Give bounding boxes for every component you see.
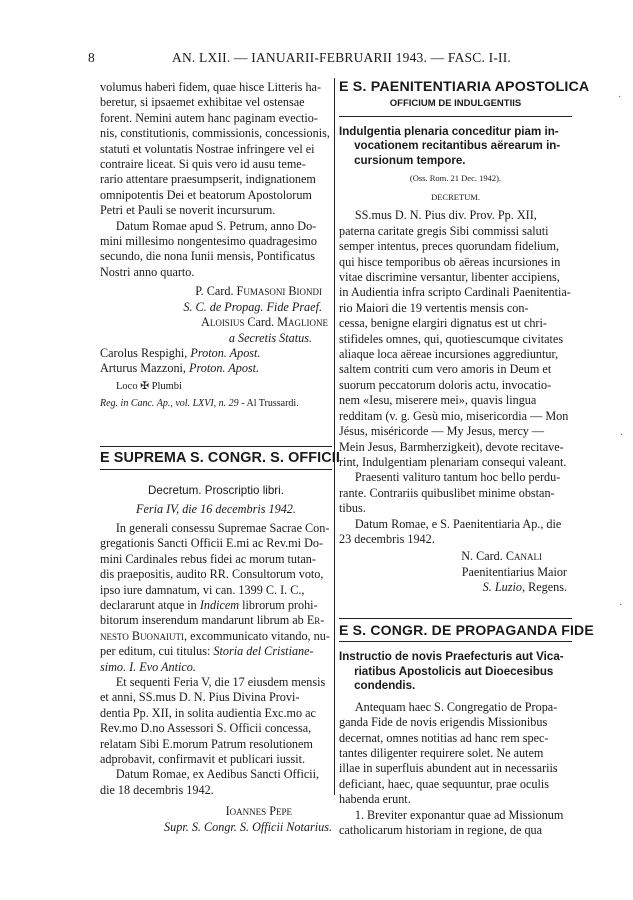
decretum-proscriptio: Decretum. Proscriptio libri.: [148, 483, 284, 497]
text-line: aliaque loca aëreae incursiones aggrediuntur,: [339, 347, 559, 362]
text-line: Nostri anno quarto.: [100, 264, 195, 279]
paenitentiaria-signature: [339, 549, 572, 595]
indulgentia-heading: [339, 125, 572, 169]
text-line: mini millesimo nongentesimo quadragesimo: [100, 234, 317, 249]
signature-luzio: S. Luzio, Regens.: [482, 580, 567, 595]
text-line: statuti et voluntatis Nostrae infringere vel ei: [100, 141, 315, 156]
text-line: bitorum inserendum mandarunt librum ab Er-: [100, 613, 325, 628]
text-line: suorum peccatorum doloris actu, invocatio-: [339, 377, 552, 392]
text-line: semper intentus, preces quorundam fidelium,: [339, 239, 559, 254]
text-line: declararunt atque in Indicem librorum prohi-: [100, 597, 318, 612]
text-line: cessa, benigne elargiri dignatus est ut chri-: [339, 316, 547, 331]
edge-speck: ·: [619, 600, 623, 611]
section-title-propaganda-fide: E S. CONGR. DE PROPAGANDA FIDE: [339, 618, 572, 642]
text-line: In generali consessu Supremae Sacrae Con-: [115, 520, 330, 535]
text-line: redditam (v. g. Gesù mio, misericordia — Mon: [339, 408, 569, 423]
text-line: Jésus, miséricorde — My Jesus, mercy —: [339, 424, 545, 439]
text-line: Antequam haec S. Congregatio de Propa-: [354, 699, 558, 714]
text-line: adprobavit, confirmavit et publicari iussit.: [100, 752, 306, 767]
text-line: omnipotentis Dei et beatorum Apostolorum: [100, 187, 312, 202]
text-line: volumus haberi fidem, quae hisce Litteris ha-: [100, 80, 321, 94]
edge-speck: ·: [620, 430, 624, 441]
text-line: simo. I. Evo Antico.: [100, 659, 196, 674]
officium-indulgentiis: OFFICIUM DE INDULGENTIIS: [389, 98, 522, 110]
text-line: 1. Breviter exponantur quae ad Missionum: [354, 807, 564, 822]
signature-fumasoni: P. Card. Fumasoni Biondi: [195, 284, 322, 299]
loco-plumbi: Loco ✠ Plumbi: [116, 380, 182, 392]
text-line: beretur, si ipsaemet exhibitae vel ostensae: [100, 95, 305, 110]
text-line: Datum Romae, e S. Paenitentiaria Ap., die: [354, 516, 562, 531]
text-line: SS.mus D. N. Pius div. Prov. Pp. XII,: [354, 208, 537, 223]
text-line: mini Cardinales rebus fidei ac morum tutan-: [100, 551, 316, 566]
text-line: ipso iure damnatum, vi can. 1399 C. I. C.,: [100, 582, 305, 597]
signature-maglione-title: a Secretis Status.: [228, 330, 312, 345]
signature-canali: N. Card. Canali: [461, 549, 542, 564]
signature-maglione: Aloisius Card. Maglione: [201, 315, 328, 330]
text-line: condendis.: [354, 679, 416, 693]
text-line: vitae discrimine versantur, libenter accipiens,: [339, 270, 560, 285]
officii-paragraph-1: [100, 521, 332, 675]
paenitentiaria-paragraph-3: [339, 517, 572, 548]
text-line: in Audientia infra scripto Cardinali Paenitentia-: [339, 285, 571, 300]
letter-continuation: [100, 80, 332, 219]
text-line: rante. Contrariis quibuslibet minime obstan-: [339, 485, 555, 500]
text-line: tantes diligenter requirere solet. Ne autem: [339, 745, 544, 760]
text-line: forent. Nemini autem hanc paginam evectio-: [100, 110, 318, 125]
text-line: tibus.: [339, 501, 366, 516]
text-line: rio Maiori die 19 vertentis mensis con-: [339, 300, 529, 315]
text-line: contraire liceat. Si quis vero id ausu teme-: [100, 157, 306, 172]
text-line: paterna caritate gregis Sibi commissi saluti: [339, 223, 549, 238]
text-line: decernat, omnes notitias ad hanc rem spec-: [339, 730, 549, 745]
running-head: AN. LXII. — IANUARII-FEBRUARII 1943. — FASC. I-II.: [172, 50, 511, 65]
text-line: nem «Iesu, miserere mei», quavis lingua: [339, 393, 537, 408]
text-line: Datum Romae, ex Aedibus Sancti Officii,: [115, 767, 320, 782]
left-column: [100, 80, 340, 835]
text-line: dentia Pp. XII, in solita audientia Exc.mo ac: [100, 705, 316, 720]
text-line: vocationem recitantibus aërearum in-: [354, 139, 561, 153]
paenitentiaria-paragraph-2: [339, 470, 572, 516]
letter-datum: [100, 219, 332, 281]
signature-canali-title: Paenitentiarius Maior: [461, 564, 567, 579]
text-line: et anni, SS.mus D. N. Pius Divina Provi-: [100, 690, 300, 705]
text-line: illae in superfluis abundent aut in necessariis: [339, 761, 558, 776]
paenitentiaria-paragraph-1: [339, 208, 572, 470]
propaganda-paragraph-1: [339, 700, 572, 808]
text-line: nis, constitutionis, commissionis, concessionis,: [100, 126, 330, 141]
text-line: habenda erunt.: [339, 792, 411, 807]
text-line: nesto Buonaiuti, excommunicato vitando, nu-: [100, 628, 330, 643]
text-line: Praesenti valituro tantum hoc bello perdu-: [354, 470, 561, 485]
column-rule: [334, 78, 335, 795]
text-line: relatam Sibi E.morum Patrum resolutionem: [100, 736, 313, 751]
text-line: dis praepositis, audito RR. Consultorum voto,: [100, 567, 324, 582]
signature-mazzoni: Arturus Mazzoni, Proton. Apost.: [100, 361, 260, 376]
text-line: catholicarum historiam in regione, de qua: [339, 823, 543, 837]
edge-speck: ·: [618, 92, 622, 103]
text-line: secundo, die nona Iunii mensis, Pontificatus: [100, 249, 315, 264]
officii-paragraph-3: [100, 767, 332, 798]
signature-fumasoni-title: S. C. de Propag. Fide Praef.: [183, 299, 322, 314]
text-line: Mein Jesus, Barmherzigkeit), devote recitave-: [339, 439, 564, 454]
signature-respighi: Carolus Respighi, Proton. Apost.: [100, 345, 261, 360]
propaganda-paragraph-2: [339, 808, 572, 839]
text-line: stifideles omnes, qui, quotiescumque civitates: [339, 331, 564, 346]
text-line: 23 decembris 1942.: [339, 531, 435, 546]
decretum-label: DECRETUM.: [431, 192, 480, 202]
text-line: Et sequenti Feria V, die 17 eiusdem mensis: [115, 675, 326, 689]
registry-note: Reg. in Canc. Ap., vol. LXVI, n. 29 - Al Trussardi.: [100, 398, 299, 410]
officii-paragraph-2: [100, 675, 332, 767]
page-header: [0, 50, 633, 70]
instructio-heading: [339, 650, 572, 694]
signature-pepe-title: Supr. S. Congr. S. Officii Notarius.: [164, 819, 332, 834]
text-line: ganda Fide de novis erigendis Missionibus: [339, 715, 548, 730]
section-title-paenitentiaria: E S. PAENITENTIARIA APOSTOLICA: [339, 79, 590, 95]
page-number: 8: [88, 50, 95, 65]
text-line: gregationis Sancti Officii E.mi ac Rev.mi Do-: [100, 536, 324, 551]
text-line: Datum Romae apud S. Petrum, anno Do-: [115, 218, 317, 233]
text-line: per editum, cui titulus: Storia del Cristiane-: [100, 644, 314, 659]
text-line: Instructio de novis Praefecturis aut Vica-: [339, 649, 564, 663]
text-line: qui hisce temporibus ob aëreas incursiones in: [339, 254, 561, 269]
text-line: saltem contriti cum vero amoris in Deum et: [339, 362, 552, 377]
sub-rule: [339, 116, 572, 117]
text-line: Rev.mo D.no Assessori S. Officii concessa,: [100, 721, 312, 736]
feria-date: Feria IV, die 16 decembris 1942.: [136, 501, 296, 516]
text-line: rint, Indulgentiam plenariam consequi valeant.: [339, 454, 567, 469]
section-title-sancti-officii: E SUPREMA S. CONGR. S. OFFICII: [100, 446, 332, 470]
osservatore-reference: (Oss. Rom. 21 Dec. 1942).: [409, 172, 502, 183]
letter-signatures: [100, 284, 332, 411]
signature-pepe: Ioannes Pepe: [225, 804, 292, 819]
text-line: riatibus Apostolicis aut Dioecesibus: [354, 664, 554, 678]
text-line: die 18 decembris 1942.: [100, 782, 214, 797]
right-column: [339, 79, 594, 838]
text-line: Indulgentia plenaria conceditur piam in-: [339, 124, 559, 138]
text-line: Petri et Pauli se noverit incursurum.: [100, 203, 276, 218]
text-line: deficiant, haec, quae sequuntur, prae oculis: [339, 776, 549, 791]
text-line: cursionum tempore.: [354, 154, 466, 167]
text-line: rario attentare praesumpserit, indignationem: [100, 172, 316, 187]
